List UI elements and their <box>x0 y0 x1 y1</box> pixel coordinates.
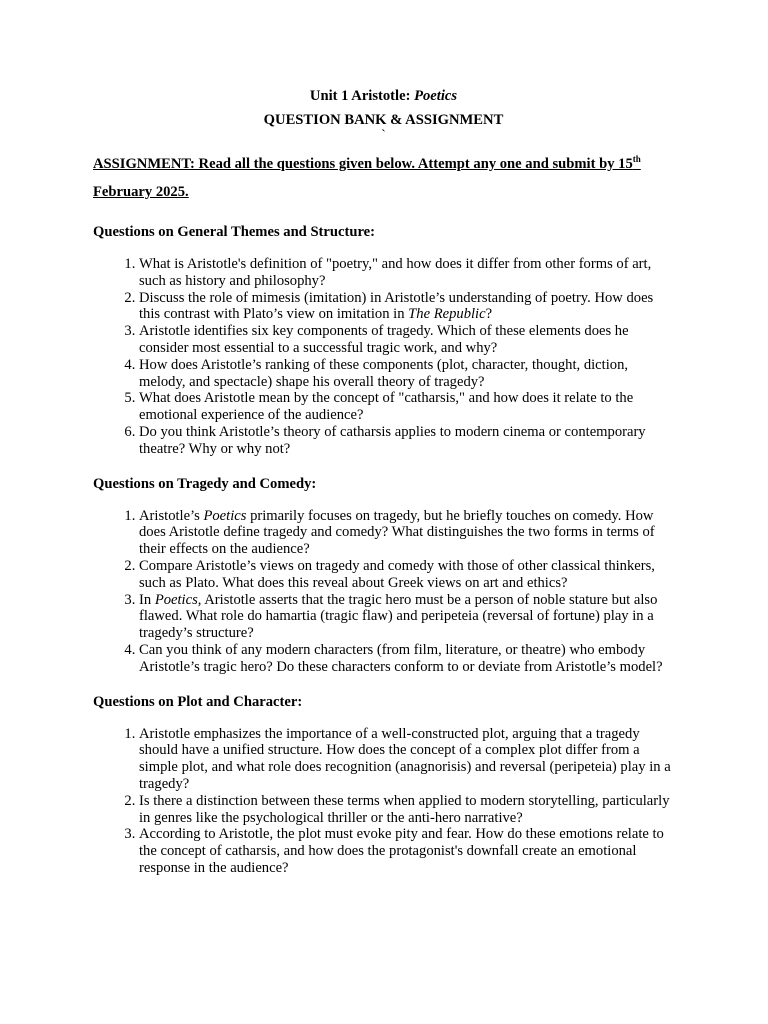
stray-tick-mark: ` <box>381 128 386 143</box>
question-text: Aristotle identifies six key components of tragedy. Which of these elements does he consider most essential to a successful tragic work, and why? <box>139 323 629 356</box>
question-item <box>139 424 674 458</box>
question-text: , Aristotle asserts that the tragic hero must be a person of noble stature but also flawed. What role do hamartia (tragic flaw) and peripeteia (reversal of fortune) play in a tragedy’s structure? <box>139 591 658 642</box>
question-text: What is Aristotle's definition of "poetry," and how does it differ from other forms of art, such as history and philosophy? <box>139 256 652 289</box>
question-italic-title: Poetics <box>154 591 198 608</box>
question-sections <box>93 222 674 877</box>
question-text: Compare Aristotle’s views on tragedy and comedy with those of other classical thinkers, such as Plato. What does this reveal about Greek views on art and ethics? <box>139 557 655 591</box>
question-item <box>139 826 674 876</box>
title-italic: Poetics <box>414 88 458 104</box>
section-heading: Questions on Tragedy and Comedy: <box>93 475 317 492</box>
question-text: What does Aristotle mean by the concept of "catharsis," and how does it relate to the emotional experience of the audience? <box>139 390 634 424</box>
question-text: Do you think Aristotle’s theory of catharsis applies to modern cinema or contemporary theatre? Why or why not? <box>139 423 646 457</box>
document-subtitle: QUESTION BANK & ASSIGNMENT <box>263 112 504 128</box>
section-heading: Questions on General Themes and Structure: <box>93 224 376 240</box>
question-item <box>139 323 674 357</box>
question-text: Aristotle emphasizes the importance of a well-constructed plot, arguing that a tragedy should have a unified structure. How does the concept of a complex plot differ from a simple plot, and what role does recognition (anagnorisis) and reversal (peripeteia) play in a tragedy? <box>139 725 671 792</box>
question-item <box>139 642 674 676</box>
question-text: Aristotle’s <box>139 507 204 524</box>
question-item <box>139 793 674 827</box>
document-title <box>93 86 674 106</box>
question-list <box>93 256 674 458</box>
assignment-date: February 2025. <box>93 184 189 200</box>
assignment-instructions <box>93 150 674 206</box>
question-text: Is there a distinction between these terms when applied to modern storytelling, particularly in genres like the psychological thriller or the anti-hero narrative? <box>139 792 670 826</box>
question-list <box>93 508 674 676</box>
question-item <box>139 726 674 793</box>
question-text: How does Aristotle’s ranking of these components (plot, character, thought, diction, melody, and spectacle) shape his overall theory of tragedy? <box>139 356 629 390</box>
assignment-date-suffix: th <box>632 154 641 164</box>
question-item <box>139 290 674 324</box>
question-text: ? <box>485 306 493 323</box>
question-item <box>139 508 674 558</box>
question-item <box>139 558 674 592</box>
question-text: According to Aristotle, the plot must evoke pity and fear. How do these emotions relate to the concept of catharsis, and how does the protagonist's downfall create an emotional response in the audience? <box>139 826 664 876</box>
question-text: In <box>139 591 155 608</box>
question-italic-title: Poetics <box>203 507 247 524</box>
question-item <box>139 357 674 391</box>
assignment-text: ASSIGNMENT: Read all the questions given below. Attempt any one and submit by 15 <box>93 156 633 172</box>
question-text: Discuss the role of mimesis (imitation) in Aristotle’s understanding of poetry. How does this contrast with Plato’s view on imitation in <box>139 289 654 323</box>
question-text: Can you think of any modern characters (from film, literature, or theatre) who embody Aristotle’s tragic hero? Do these characters conform to or deviate from Aristotle’s model? <box>139 641 663 675</box>
section-heading: Questions on Plot and Character: <box>93 693 303 710</box>
question-list <box>93 726 674 877</box>
question-item <box>139 592 674 642</box>
question-text: primarily focuses on tragedy, but he briefly touches on comedy. How does Aristotle define tragedy and comedy? What distinguishes the two forms in terms of their effects on the audience? <box>139 507 655 558</box>
question-item <box>139 390 674 424</box>
question-italic-title: The Republic <box>408 306 486 323</box>
question-item <box>139 256 674 290</box>
title-prefix: Unit 1 Aristotle: <box>309 88 415 104</box>
